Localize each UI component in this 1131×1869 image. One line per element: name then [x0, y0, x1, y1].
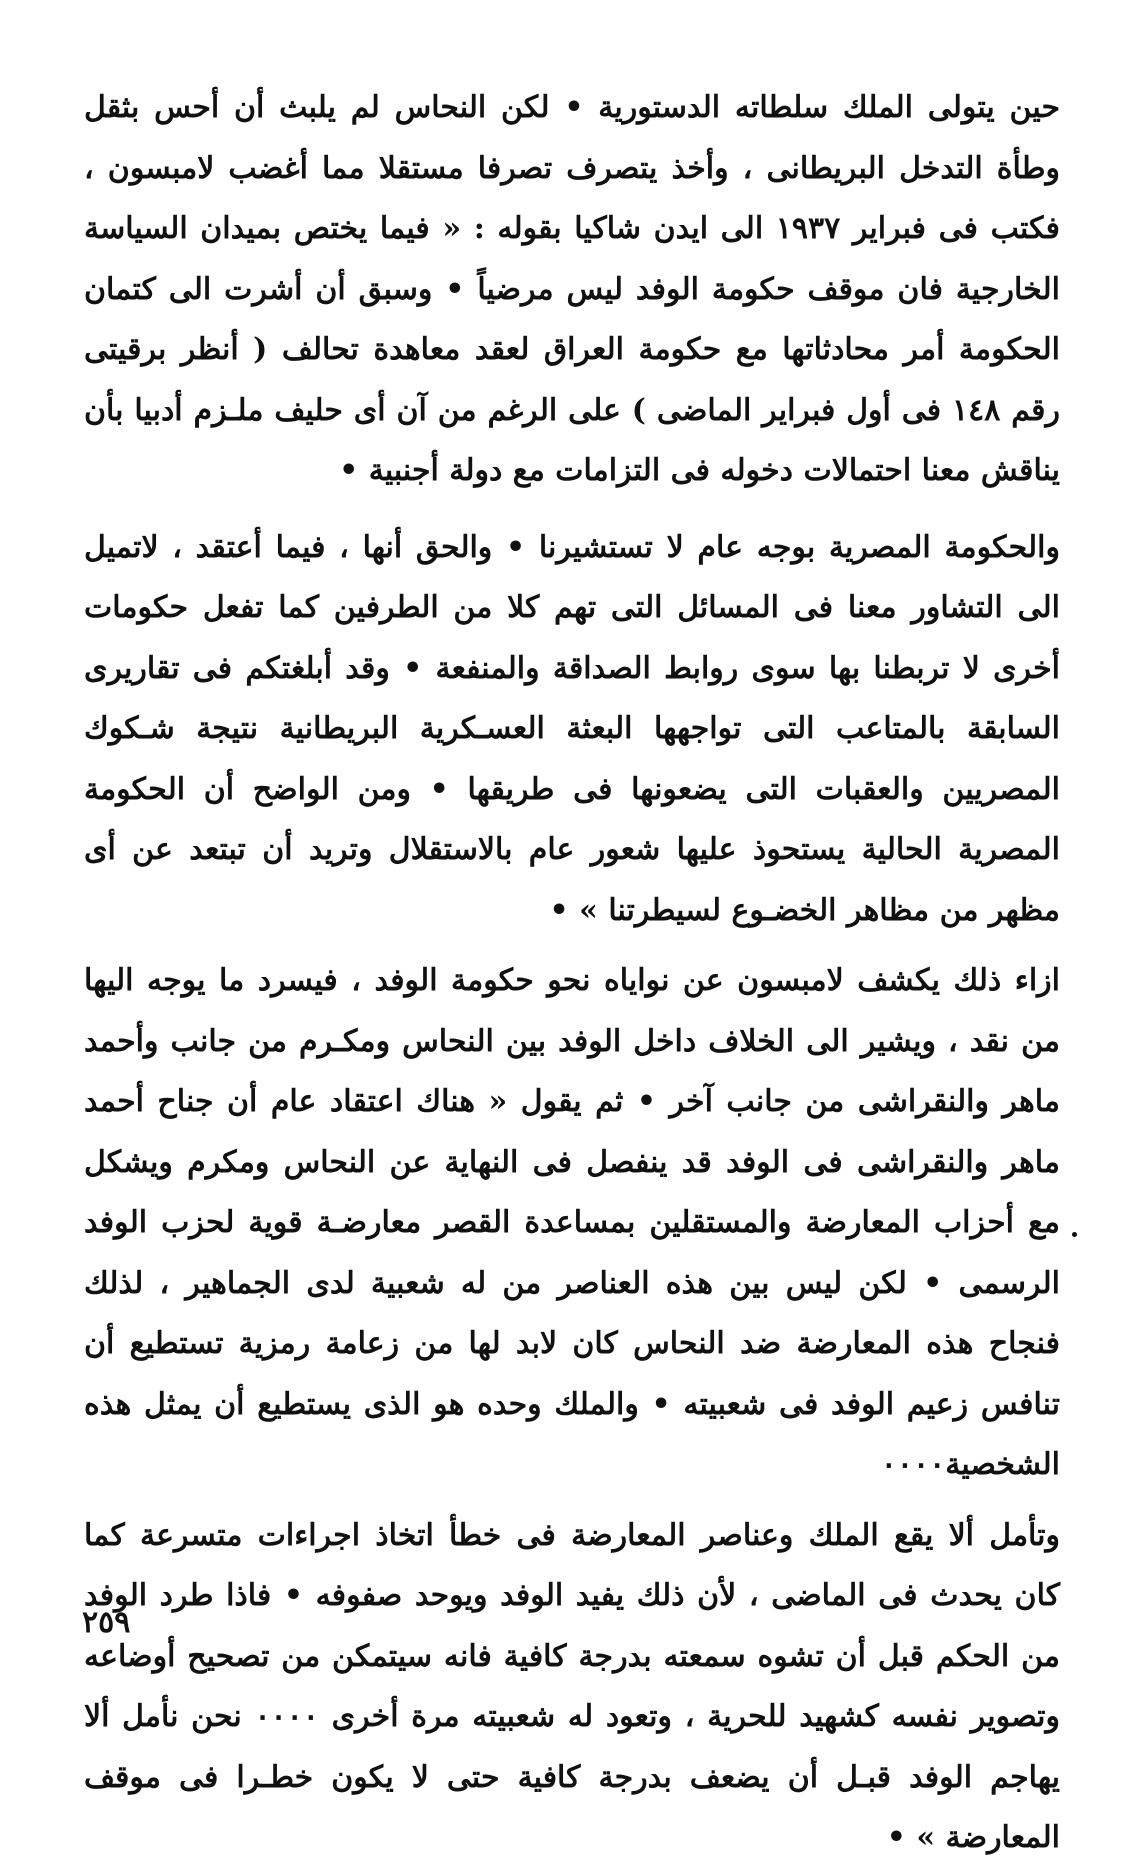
page-number: ٢٥٩ — [82, 1605, 131, 1640]
ink-dot — [1072, 1232, 1077, 1237]
paragraph-2: والحكومة المصرية بوجه عام لا تستشيرنا • والحق أنها ، فيما أعتقد ، لاتميل الى التشاور معنا فى المسائل التى تهم كلا من الطرفين كما تفعل حكومات أخرى لا تربطنا بها سوى روابط الصداقة والمنفعة • وقد أبلغتكم فى تقاريرى السابقة بالمتاعب التى تواجهها البعثة العسـكرية البريطانية نتيجة شـكوك المصريين والعقبات التى يضعونها فى طريقها • ومن الواضح أن الحكومة المصرية الحالية يستحوذ عليها شعور عام بالاستقلال وتريد أن تبتعد عن أى مظهر من مظاهر الخضـوع لسيطرتنا » • — [84, 529, 1060, 928]
paragraph-3: ازاء ذلك يكشف لامبسون عن نواياه نحو حكومة الوفد ، فيسرد ما يوجه اليها من نقد ، ويشير الى الخلاف داخل الوفد بين النحاس ومكـرم من جانب وأحمد ماهر والنقراشى من جانب آخر • ثم يقول « هناك اعتقاد عام أن جناح أحمد ماهر والنقراشى فى الوفد قد ينفصل فى النهاية عن النحاس ومكرم ويشكل مع أحزاب المعارضة والمستقلين بمساعدة القصر معارضـة قوية لحزب الوفد الرسمى • لكن ليس بين هذه العناصر من له شعبية لدى الجماهير ، لذلك فنجاح هذه المعارضة ضد النحاس كان لابد لها من زعامة رمزية تستطيع أن تنافس زعيم الوفد فى شعبيته • والملك وحده هو الذى يستطيع أن يمثل هذه الشخصية٠٠٠٠ — [84, 963, 1060, 1482]
paragraph-1: حين يتولى الملك سلطاته الدستورية • لكن النحاس لم يلبث أن أحس بثقل وطأة التدخل البريطانى ، وأخذ يتصرف تصرفا مستقلا مما أغضب لامبسون ، فكتب فى فبراير ١٩٣٧ الى ايدن شاكيا بقوله : « فيما يختص بميدان السياسة الخارجية فان موقف حكومة الوفد ليس مرضياً • وسبق أن أشرت الى كتمان الحكومة أمر محادثاتها مع حكومة العراق لعقد معاهدة تحالف ( أنظر برقيتى رقم ١٤٨ فى أول فبراير الماضى ) على الرغم من آن أى حليف ملـزم أدبيا بأن يناقش معنا احتمالات دخوله فى التزامات مع دولة أجنبية • — [84, 90, 1061, 488]
page-body — [84, 78, 1060, 1869]
paragraph-4: وتأمل ألا يقع الملك وعناصر المعارضة فى خطأ اتخاذ اجراءات متسرعة كما كان يحدث فى الماضى ، لأن ذلك يفيد الوفد ويوحد صفوفه • فاذا طرد الوفد من الحكم قبل أن تشوه سمعته بدرجة كافية فانه سيتمكن من تصحيح أوضاعه وتصوير نفسه كشهيد للحرية ، وتعود له شعبيته مرة أخرى ٠٠٠٠ نحن نأمل ألا يهاجم الوفد قبـل أن يضعف بدرجة كافية حتى لا يكون خطـرا فى موقف المعارضة » • — [84, 1517, 1060, 1855]
